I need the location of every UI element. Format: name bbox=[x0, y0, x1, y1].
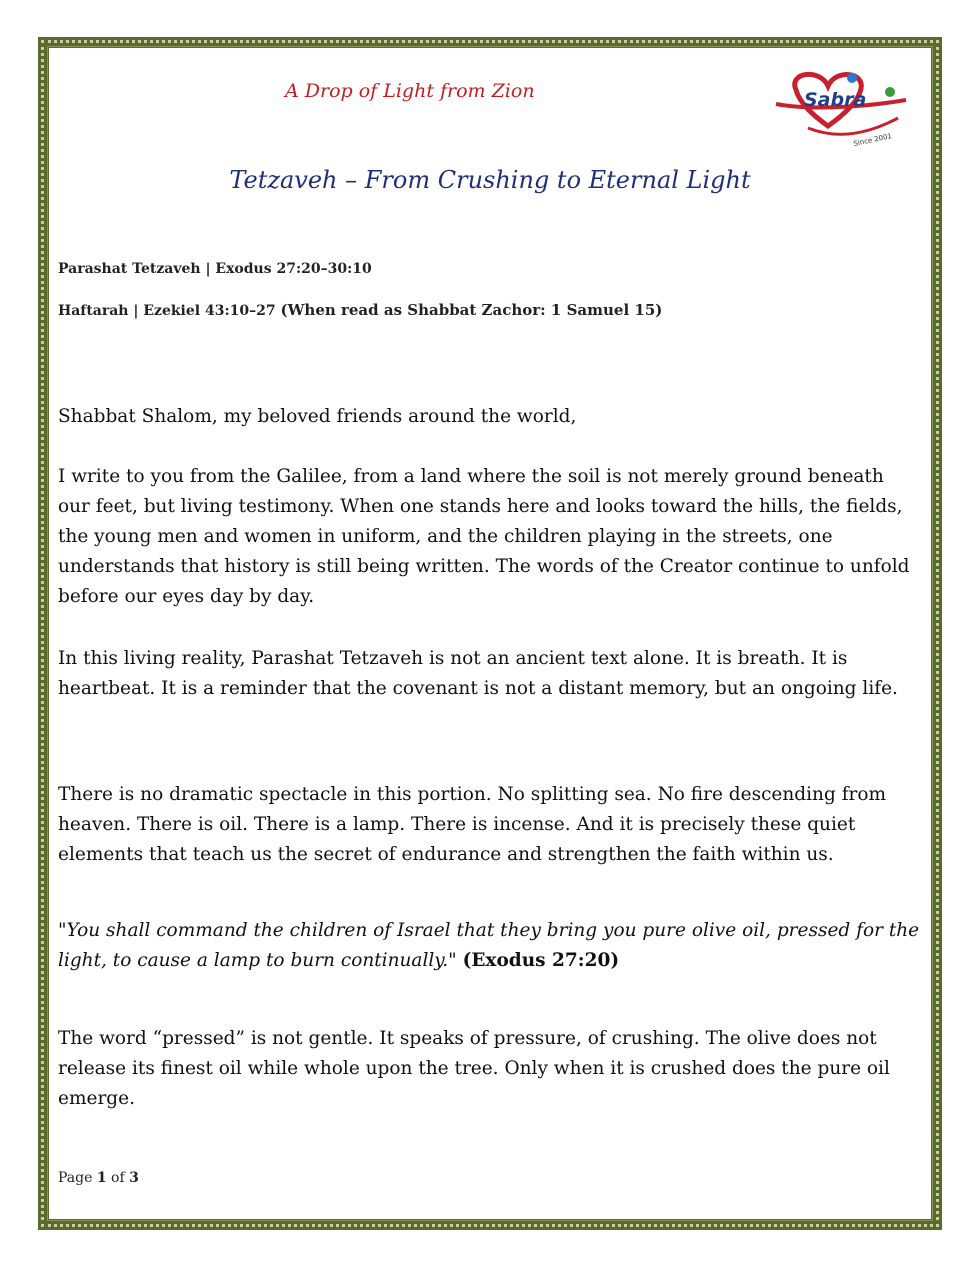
greeting-paragraph: Shabbat Shalom, my beloved friends around the world, bbox=[58, 406, 577, 427]
page-number bbox=[58, 1170, 139, 1186]
scripture-quote bbox=[58, 916, 920, 976]
logo-since: Since 2001 bbox=[852, 132, 893, 148]
haftarah-text: Haftarah | Ezekiel 43:10–27 bbox=[58, 303, 276, 319]
page-title bbox=[0, 166, 980, 194]
paragraph-no-spectacle: There is no dramatic spectacle in this portion. No splitting sea. No fire descending from heaven. There is oil. There is a lamp. There is incense. And it is precisely these quiet elements that teach us the secret of endurance and strengthen the faith within us. bbox=[58, 784, 887, 865]
quote-text: "You shall command the children of Israel that they bring you pure olive oil, pressed for the light, to cause a lamp to burn continually." bbox=[58, 920, 920, 971]
paragraph-pressed: The word “pressed” is not gentle. It speaks of pressure, of crushing. The olive does not release its finest oil while whole upon the tree. Only when it is crushed does the pure oil emerge. bbox=[58, 1028, 890, 1109]
page-word: Page bbox=[58, 1170, 93, 1186]
quote-reference: (Exodus 27:20) bbox=[462, 950, 620, 971]
header-tagline: A Drop of Light from Zion bbox=[285, 80, 535, 102]
leaf-icon bbox=[885, 87, 895, 97]
haftarah-note: (When read as Shabbat Zachor: 1 Samuel 15) bbox=[280, 301, 663, 319]
page-total: 3 bbox=[129, 1170, 139, 1186]
sabra-logo bbox=[768, 70, 910, 150]
paragraph-living-reality: In this living reality, Parashat Tetzaveh is not an ancient text alone. It is breath. It is heartbeat. It is a reminder that the covenant is not a distant memory, but an ongoing life. bbox=[58, 648, 898, 699]
page-current: 1 bbox=[96, 1170, 107, 1186]
logo-text: Sabra bbox=[804, 89, 867, 111]
star-icon bbox=[847, 73, 857, 83]
parasha-line: Parashat Tetzaveh | Exodus 27:20–30:10 bbox=[58, 261, 372, 277]
title-text: Tetzaveh – From Crushing to Eternal Light bbox=[229, 166, 751, 194]
of-word: of bbox=[111, 1170, 125, 1186]
haftarah-line bbox=[58, 301, 662, 319]
paragraph-galilee: I write to you from the Galilee, from a land where the soil is not merely ground beneath our feet, but living testimony. When one stands here and looks toward the hills, the fields, the young men and women in uniform, and the children playing in the streets, one understands that history is still being written. The words of the Creator continue to unfold before our eyes day by day. bbox=[58, 466, 910, 607]
